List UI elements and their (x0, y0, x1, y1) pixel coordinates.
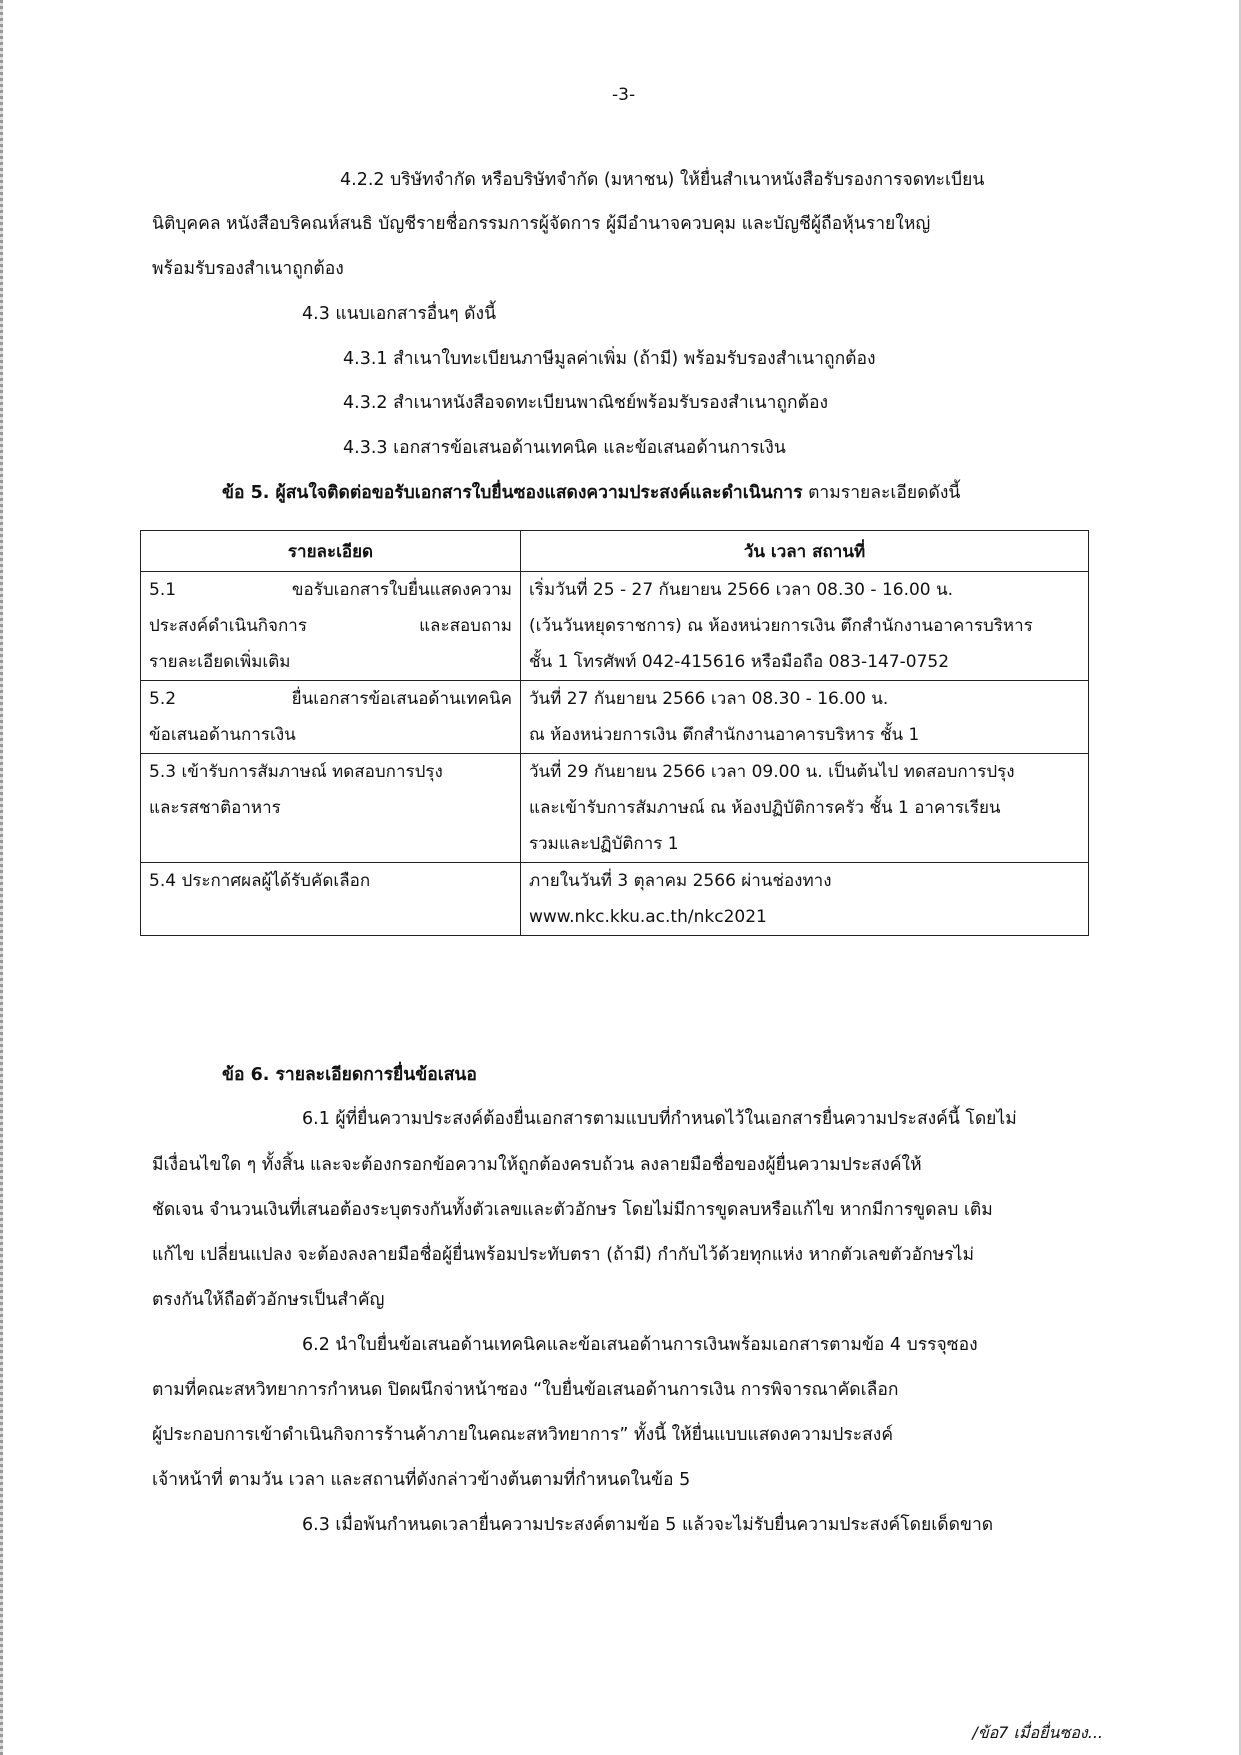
para-6-2-line-2: ตามที่คณะสหวิทยาการกำหนด ปิดผนึกจ่าหน้าซอง “ใบยื่นข้อเสนอด้านการเงิน การพิจารณาคัดเลือก (152, 1380, 899, 1400)
para-6-1-line-1: 6.1 ผู้ที่ยื่นความประสงค์ต้องยื่นเอกสารตามแบบที่กำหนดไว้ในเอกสารยื่นความประสงค์นี้ โดยไม่ (302, 1109, 1017, 1129)
cell-line: วันที่ 27 กันยายน 2566 เวลา 08.30 - 16.00 น. (529, 689, 889, 709)
section-6-heading: ข้อ 6. รายละเอียดการยื่นข้อเสนอ (222, 1065, 477, 1085)
row-5-1-detail (141, 572, 521, 681)
para-6-2-line-4: เจ้าหน้าที่ ตามวัน เวลา และสถานที่ดังกล่าวข้างต้นตามที่กำหนดในข้อ 5 (152, 1470, 691, 1490)
para-6-1-line-5: ตรงกันให้ถือตัวอักษรเป็นสำคัญ (152, 1290, 385, 1310)
cell-line: 5.1 ขอรับเอกสารใบยื่นแสดงความ (149, 580, 512, 600)
footer-continuation: /ข้อ7 เมื่อยื่นซอง... (972, 1723, 1103, 1742)
page-number: -3- (612, 85, 636, 105)
row-5-3-detail (141, 754, 521, 863)
table-row (141, 863, 1089, 936)
cell-line: ชั้น 1 โทรศัพท์ 042-415616 หรือมือถือ 083-147-0752 (529, 652, 950, 672)
para-6-2-line-1: 6.2 นำใบยื่นข้อเสนอด้านเทคนิคและข้อเสนอด้านการเงินพร้อมเอกสารตามข้อ 4 บรรจุซอง (302, 1335, 978, 1355)
section-4-3-item-3: 4.3.3 เอกสารข้อเสนอด้านเทคนิค และข้อเสนอด้านการเงิน (343, 438, 786, 458)
cell-line: รวมและปฏิบัติการ 1 (529, 834, 679, 854)
table-row (141, 681, 1089, 754)
schedule-table (140, 530, 1089, 936)
row-5-4-detail (141, 863, 521, 936)
cell-line: และเข้ารับการสัมภาษณ์ ณ ห้องปฏิบัติการครัว ชั้น 1 อาคารเรียน (529, 798, 1001, 818)
cell-line: และรสชาติอาหาร (149, 798, 281, 818)
cell-line: 5.4 ประกาศผลผู้ได้รับคัดเลือก (149, 871, 371, 891)
table-row (141, 572, 1089, 681)
header-when-where: วัน เวลา สถานที่ (521, 531, 1089, 572)
para-6-3: 6.3 เมื่อพ้นกำหนดเวลายื่นความประสงค์ตามข้อ 5 แล้วจะไม่รับยื่นความประสงค์โดยเด็ดขาด (302, 1515, 994, 1535)
para-6-2-line-3: ผู้ประกอบการเข้าดำเนินกิจการร้านค้าภายในคณะสหวิทยาการ” ทั้งนี้ ให้ยื่นแบบแสดงความประสงค์ (152, 1425, 894, 1445)
row-5-3-when (521, 754, 1089, 863)
row-5-2-detail (141, 681, 521, 754)
section-5-heading-bold: ข้อ 5. ผู้สนใจติดต่อขอรับเอกสารใบยื่นซองแสดงความประสงค์และดำเนินการ (222, 483, 803, 503)
section-5-heading (222, 482, 960, 504)
cell-line: (เว้นวันหยุดราชการ) ณ ห้องหน่วยการเงิน ตึกสำนักงานอาคารบริหาร (529, 616, 1033, 636)
cell-line: ณ ห้องหน่วยการเงิน ตึกสำนักงานอาคารบริหาร ชั้น 1 (529, 725, 920, 745)
header-detail: รายละเอียด (141, 531, 521, 572)
table-header-row (141, 531, 1089, 572)
table-row (141, 754, 1089, 863)
para-4-2-2-line-2: นิติบุคคล หนังสือบริคณห์สนธิ บัญชีรายชื่อกรรมการผู้จัดการ ผู้มีอำนาจควบคุม และบัญชีผู้ถือหุ้นรายใหญ่ (152, 214, 931, 234)
row-5-1-when (521, 572, 1089, 681)
section-5-heading-rest: ตามรายละเอียดดังนี้ (802, 483, 961, 503)
para-4-2-2-line-3: พร้อมรับรองสำเนาถูกต้อง (152, 259, 344, 279)
section-4-3-item-2: 4.3.2 สำเนาหนังสือจดทะเบียนพาณิชย์พร้อมรับรองสำเนาถูกต้อง (343, 393, 829, 413)
row-5-2-when (521, 681, 1089, 754)
section-4-3-item-1: 4.3.1 สำเนาใบทะเบียนภาษีมูลค่าเพิ่ม (ถ้ามี) พร้อมรับรองสำเนาถูกต้อง (343, 349, 876, 369)
cell-line: รายละเอียดเพิ่มเติม (149, 652, 291, 672)
para-6-1-line-2: มีเงื่อนไขใด ๆ ทั้งสิ้น และจะต้องกรอกข้อความให้ถูกต้องครบถ้วน ลงลายมือชื่อของผู้ยื่นความประสงค์ให้ (152, 1155, 922, 1175)
cell-line: www.nkc.kku.ac.th/nkc2021 (529, 907, 767, 927)
para-6-1-line-4: แก้ไข เปลี่ยนแปลง จะต้องลงลายมือชื่อผู้ยื่นพร้อมประทับตรา (ถ้ามี) กำกับไว้ด้วยทุกแห่ง หากตัวเลขตัวอักษรไม่ (152, 1245, 975, 1265)
para-4-2-2-line-1: 4.2.2 บริษัทจำกัด หรือบริษัทจำกัด (มหาชน) ให้ยื่นสำเนาหนังสือรับรองการจดทะเบียน (340, 170, 985, 190)
cell-line: ข้อเสนอด้านการเงิน (149, 725, 296, 745)
cell-line: 5.3 เข้ารับการสัมภาษณ์ ทดสอบการปรุง (149, 762, 443, 782)
row-5-4-when (521, 863, 1089, 936)
para-6-1-line-3: ชัดเจน จำนวนเงินที่เสนอต้องระบุตรงกันทั้งตัวเลขและตัวอักษร โดยไม่มีการขูดลบหรือแก้ไข หากมีการขูดลบ เติม (152, 1200, 993, 1220)
cell-line: วันที่ 29 กันยายน 2566 เวลา 09.00 น. เป็นต้นไป ทดสอบการปรุง (529, 762, 1015, 782)
cell-line: ประสงค์ดำเนินกิจการ และสอบถาม (149, 616, 512, 636)
section-4-3-heading: 4.3 แนบเอกสารอื่นๆ ดังนี้ (302, 304, 497, 324)
cell-line: เริ่มวันที่ 25 - 27 กันยายน 2566 เวลา 08.30 - 16.00 น. (529, 580, 954, 600)
scan-edge-left (0, 0, 3, 1755)
cell-line: 5.2 ยื่นเอกสารข้อเสนอด้านเทคนิค (149, 689, 512, 709)
cell-line: ภายในวันที่ 3 ตุลาคม 2566 ผ่านช่องทาง (529, 871, 832, 891)
